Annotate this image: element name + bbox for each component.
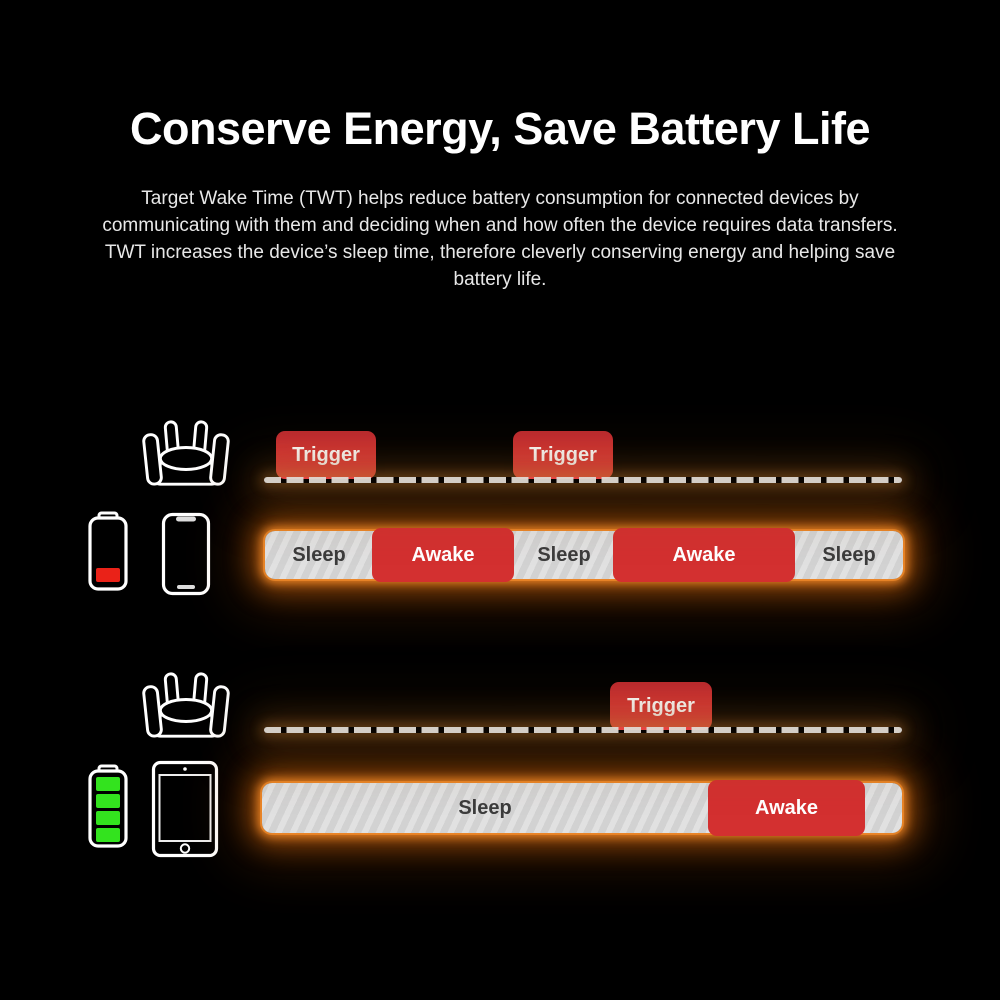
awake-label: Awake	[754, 796, 818, 819]
awake-label: Awake	[672, 543, 736, 566]
sleep-segment: Sleep	[822, 543, 876, 566]
page-title: Conserve Energy, Save Battery Life	[130, 103, 870, 154]
router-beacon-timeline	[264, 727, 902, 733]
awake-segment	[613, 528, 795, 582]
trigger-badge	[513, 431, 613, 479]
trigger-label: Trigger	[292, 443, 360, 466]
device-state-bar	[262, 783, 902, 833]
trigger-label: Trigger	[627, 694, 695, 717]
trigger-badge	[610, 682, 712, 730]
tablet-icon	[151, 760, 219, 858]
awake-label: Awake	[411, 543, 475, 566]
battery-full-icon	[86, 764, 130, 850]
sleep-segment	[865, 783, 902, 833]
trigger-label: Trigger	[529, 443, 597, 466]
awake-segment	[708, 780, 865, 836]
sleep-segment: Sleep	[458, 796, 512, 819]
trigger-badge	[276, 431, 376, 479]
router-beacon-timeline	[264, 477, 902, 483]
page-description: Target Wake Time (TWT) helps reduce battery consumption for connected devices by communicating with them and deciding when and how often the device requires data transfers. TWT increases the device’s sleep time, therefore cleverly conserving energy and helping save battery life.	[102, 188, 898, 290]
sleep-segment: Sleep	[292, 543, 346, 566]
sleep-segment: Sleep	[537, 543, 591, 566]
awake-segment	[372, 528, 514, 582]
wifi-router-icon	[142, 668, 230, 753]
device-state-bar	[265, 531, 903, 579]
